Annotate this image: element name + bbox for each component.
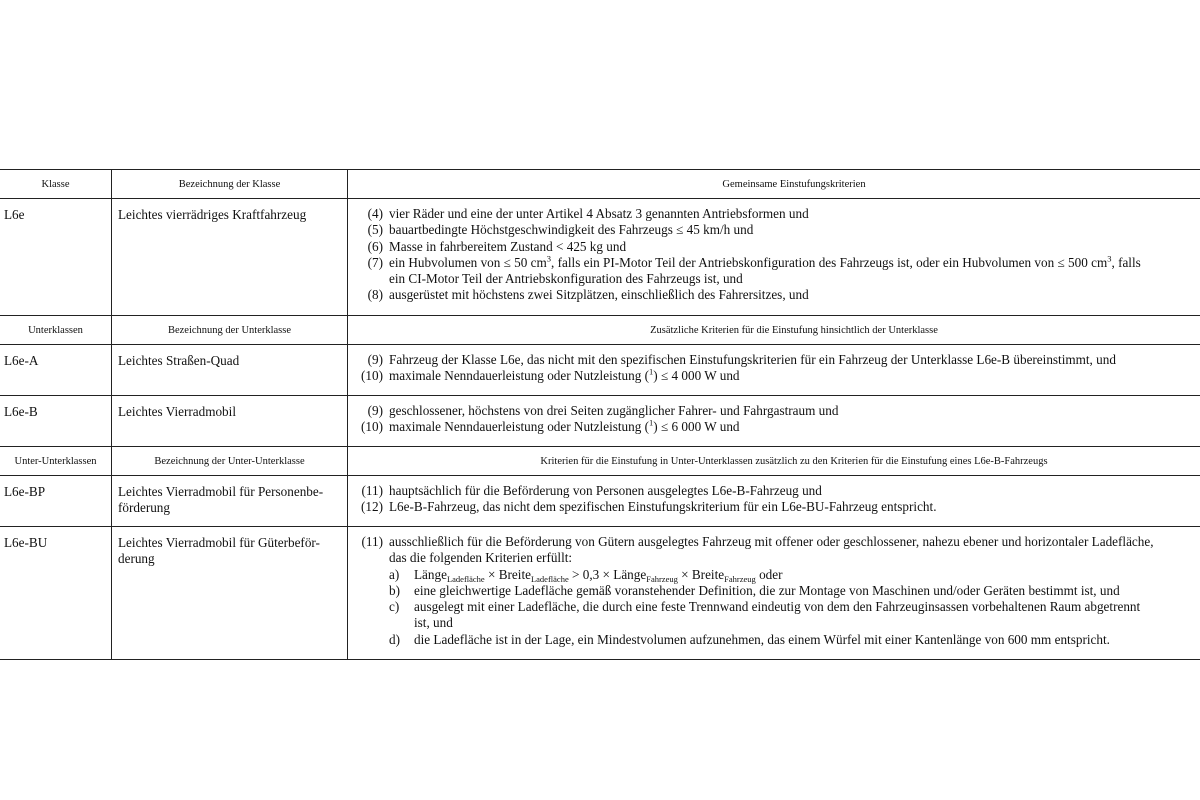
header-col-subsubclass-criteria: Kriterien für die Einstufung in Unter-Unterklassen zusätzlich zu den Kriterien für die Einstufung eines L6e-B-Fahrzeugs — [348, 447, 1200, 476]
criteria-list — [348, 199, 1200, 312]
header-col-subclass: Unterklassen — [0, 316, 112, 345]
header-col-class-name: Bezeichnung der Klasse — [112, 170, 348, 199]
classification-table — [0, 169, 1200, 660]
regulation-table-page — [0, 169, 1200, 660]
sub-criterion-c: c) ausgelegt mit einer Ladefläche, die durch eine feste Trennwand eindeutig von dem den Fahrzeuginsassen vorbehaltenen Raum abgetrennt — [389, 599, 1141, 615]
sub-criterion-d: d) die Ladefläche ist in der Lage, ein Mindestvolumen aufzunehmen, das einem Würfel mit einer Kantenlänge von 600 mm entspricht. — [389, 631, 1110, 647]
criterion-item: (9) Fahrzeug der Klasse L6e, das nicht mit den spezifischen Einstufungskriterien für ein Fahrzeug der Unterklasse L6e-B übereinstimmt, und — [367, 352, 1116, 367]
criteria-list — [348, 527, 1200, 656]
header-col-subsubclass-name: Bezeichnung der Unter-Unterklasse — [112, 447, 348, 476]
criteria-list — [348, 396, 1200, 444]
criterion-item: (7) ein Hubvolumen von ≤ 50 $cm^3$, falls ein PI-Motor Teil der Antriebskonfiguration des Fahrzeugs ist, oder ein Hubvolumen von ≤ 500 $cm^3$, falls — [367, 253, 1141, 270]
criterion-item: (8) ausgerüstet mit höchstens zwei Sitzplätzen, einschließlich des Fahrersitzes, und — [367, 287, 809, 303]
header-col-subsubclass: Unter-Unterklassen — [0, 447, 112, 476]
class-name: Leichtes Vierradmobil für Güterbeför- derung — [118, 535, 320, 567]
header-col-subclass-name: Bezeichnung der Unterklasse — [112, 316, 348, 345]
header-col-additional-criteria: Zusätzliche Kriterien für die Einstufung hinsichtlich der Unterklasse — [348, 316, 1200, 345]
criterion-item: (10) maximale Nenndauerleistung oder Nutzleistung ($^1$) ≤ 4 000 W und — [361, 366, 740, 384]
criteria-list — [348, 345, 1200, 393]
criterion-item: (4) vier Räder und eine der unter Artikel 4 Absatz 3 genannten Antriebsformen und — [367, 206, 809, 221]
sub-criterion-continuation: ist, und — [414, 615, 453, 631]
table-header-subclass — [0, 316, 1200, 345]
table-row-l6e-a — [0, 345, 1200, 396]
table-row-l6e-bu — [0, 527, 1200, 660]
class-code: L6e-BP — [4, 484, 46, 499]
criterion-continuation: ein CI-Motor Teil der Antriebskonfiguration des Fahrzeugs ist, und — [389, 271, 743, 287]
criterion-item: (5) bauartbedingte Höchstgeschwindigkeit des Fahrzeugs ≤ 45 km/h und — [367, 222, 754, 238]
class-name: Leichtes vierrädriges Kraftfahrzeug — [118, 207, 307, 222]
criterion-item: (10) maximale Nenndauerleistung oder Nutzleistung ($^1$) ≤ 6 000 W und — [361, 417, 740, 435]
table-header-subsubclass — [0, 447, 1200, 476]
criterion-item: (9) geschlossener, höchstens von drei Seiten zugänglicher Fahrer- und Fahrgastraum und — [367, 403, 839, 418]
criterion-item: (12) L6e-B-Fahrzeug, das nicht dem spezifischen Einstufungskriterium für ein L6e-BU-Fahrzeug entspricht. — [361, 499, 937, 515]
header-col-class: Klasse — [0, 170, 112, 199]
sub-criterion-b: b) eine gleichwertige Ladefläche gemäß voranstehender Definition, die zur Montage von Maschinen und/oder Geräten bestimmt ist, und — [389, 582, 1120, 598]
sub-criterion-a: a) Länge$_{Ladefläche}$ × Breite$_{Ladefläche}$ > 0,3 × Länge$_{Fahrzeug}$ × Breite$_{Fahrzeug}$ oder — [389, 566, 783, 584]
class-name: Leichtes Vierradmobil für Personenbe- förderung — [118, 484, 324, 516]
class-name: Leichtes Vierradmobil — [118, 404, 236, 419]
class-code: L6e-A — [4, 353, 39, 368]
table-header-class — [0, 170, 1200, 199]
criteria-list — [348, 476, 1200, 524]
class-code: L6e — [4, 207, 25, 222]
class-code: L6e-BU — [4, 535, 48, 550]
table-row-l6e-bp — [0, 476, 1200, 527]
header-col-common-criteria: Gemeinsame Einstufungskriterien — [348, 170, 1200, 199]
criterion-continuation: das die folgenden Kriterien erfüllt: — [389, 550, 573, 566]
table-row-l6e — [0, 199, 1200, 316]
criterion-item: (11) ausschließlich für die Beförderung von Gütern ausgelegtes Fahrzeug mit offener oder geschlossener, nahezu ebener und horizontaler Ladefläche, — [361, 534, 1154, 549]
table-row-l6e-b — [0, 396, 1200, 447]
criterion-item: (6) Masse in fahrbereitem Zustand < 425 kg und — [367, 238, 627, 254]
criterion-item: (11) hauptsächlich für die Beförderung von Personen ausgelegtes L6e-B-Fahrzeug und — [361, 483, 822, 498]
class-code: L6e-B — [4, 404, 38, 419]
class-name: Leichtes Straßen-Quad — [118, 353, 240, 368]
